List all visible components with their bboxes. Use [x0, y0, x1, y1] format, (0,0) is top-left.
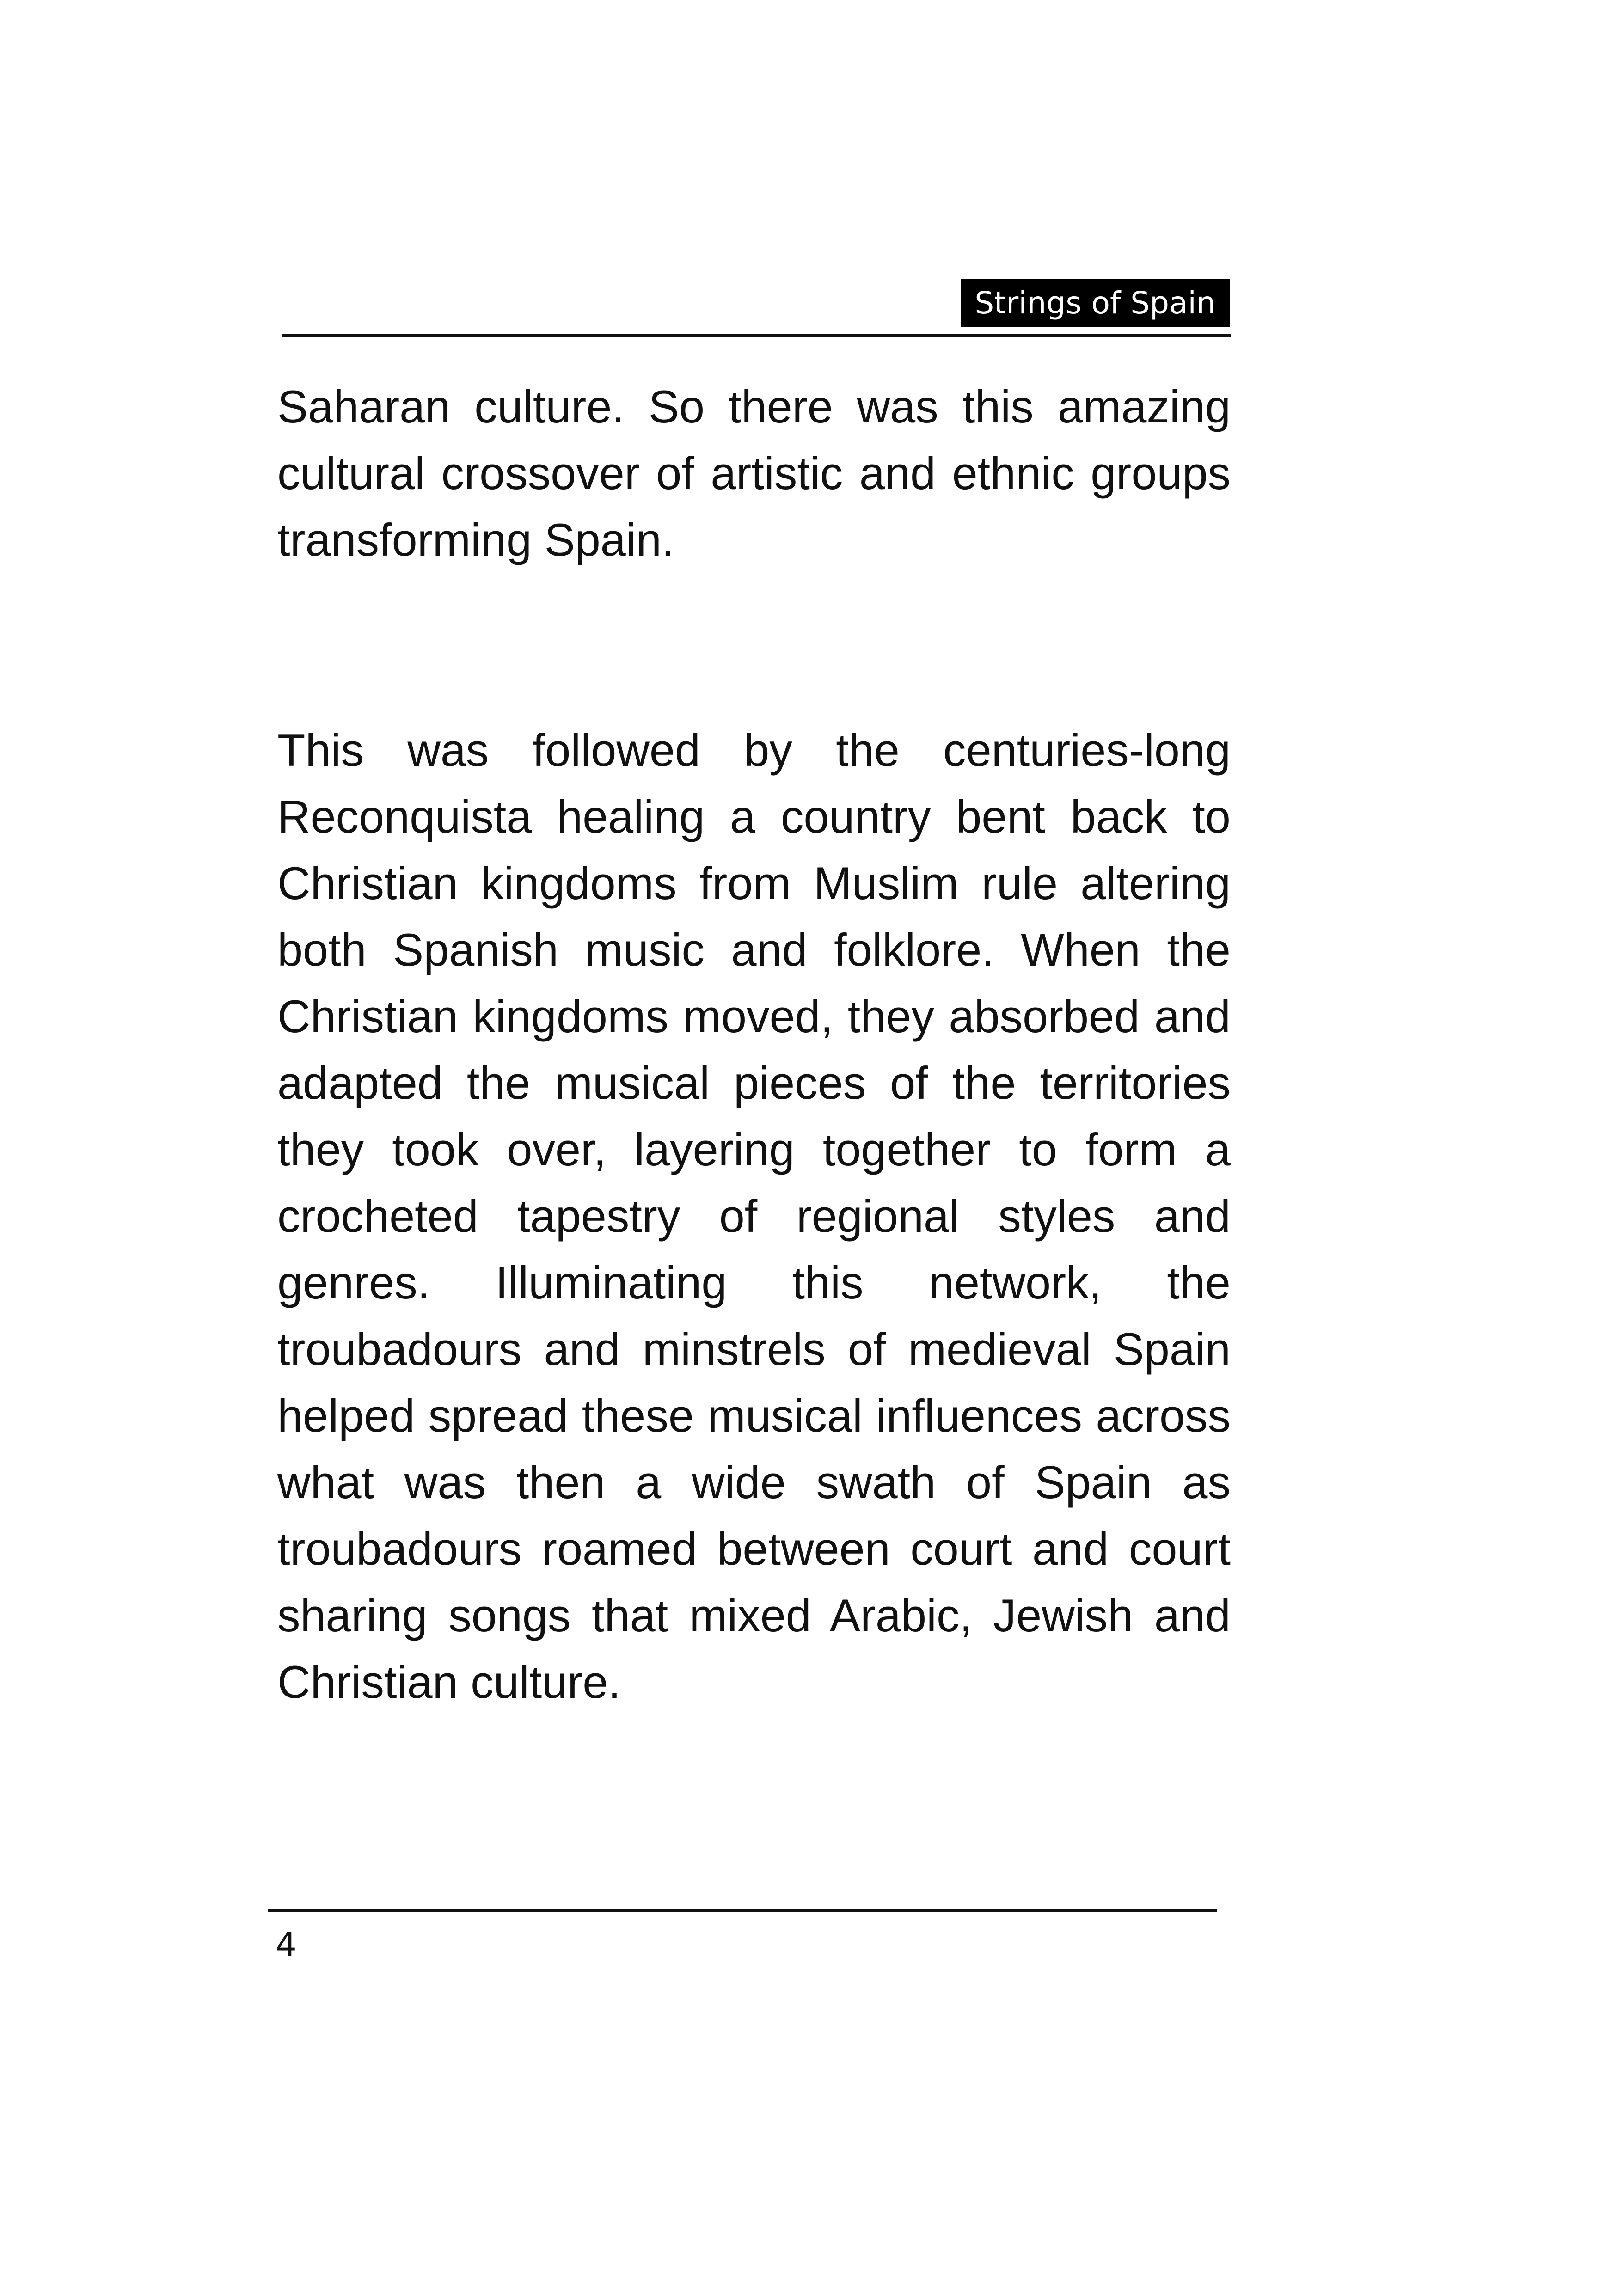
body-paragraph: This was followed by the centuries-long Reconquista healing a country bent back to Christian kingdoms from Muslim rule altering both Spanish music and folklore. When the Christian kingdoms moved, they absorbed and adapted the musical pieces of the territories they took over, layering together to form a crocheted tapestry of regional styles and genres. Illuminating this network, the troubadours and minstrels of medieval Spain helped spread these musical influences across what was then a wide swath of Spain as troubadours roamed between court and court sharing songs that mixed Arabic, Jewish and Christian culture. [277, 724, 1231, 1708]
page-number: 4 [276, 1925, 297, 1964]
header-rule [282, 334, 1231, 337]
running-head: Strings of Spain [961, 279, 1230, 327]
footer-rule [268, 1909, 1217, 1912]
body-paragraph: Saharan culture. So there was this amazing cultural crossover of artistic and ethnic groups transforming Spain. [277, 381, 1231, 565]
